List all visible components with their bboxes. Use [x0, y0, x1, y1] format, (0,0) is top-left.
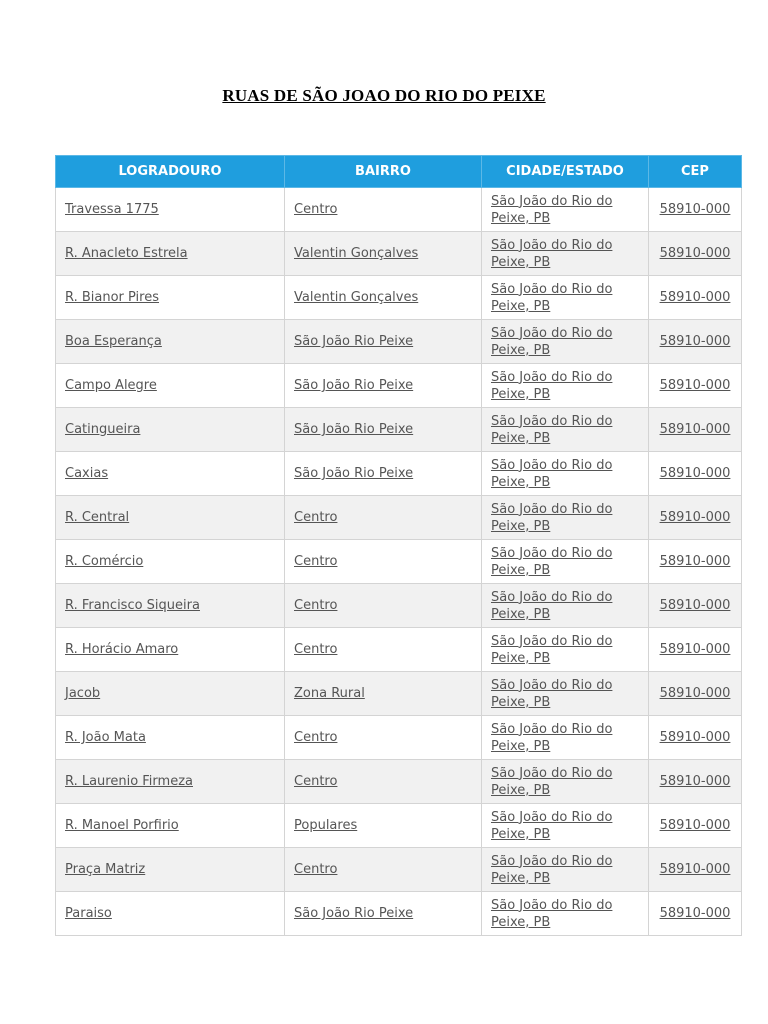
- table-row: [56, 540, 742, 584]
- bairro-link[interactable]: São João Rio Peixe: [294, 334, 414, 349]
- cidade-estado-link[interactable]: [491, 634, 612, 666]
- cidade-estado-link[interactable]: [491, 414, 612, 446]
- column-header-logradouro: LOGRADOURO: [56, 156, 285, 188]
- column-header-bairro: BAIRRO: [285, 156, 482, 188]
- bairro-link[interactable]: São João Rio Peixe: [294, 466, 414, 481]
- cidade-line-2: Peixe, PB: [491, 210, 551, 226]
- logradouro-cell: [56, 584, 285, 628]
- cidade-estado-cell: [482, 672, 649, 716]
- bairro-link[interactable]: São João Rio Peixe: [294, 906, 414, 921]
- cidade-estado-link[interactable]: [491, 546, 612, 578]
- logradouro-cell: [56, 496, 285, 540]
- cidade-estado-cell: [482, 716, 649, 760]
- logradouro-cell: [56, 848, 285, 892]
- bairro-link[interactable]: São João Rio Peixe: [294, 378, 414, 393]
- bairro-cell: [285, 804, 482, 848]
- cidade-estado-cell: [482, 540, 649, 584]
- cep-cell: [649, 892, 742, 936]
- column-header-cidade-estado: CIDADE/ESTADO: [482, 156, 649, 188]
- logradouro-link[interactable]: Jacob: [65, 686, 101, 701]
- table-row: [56, 892, 742, 936]
- cidade-line-1: São João do Rio do: [491, 765, 613, 781]
- bairro-cell: [285, 408, 482, 452]
- cidade-line-2: Peixe, PB: [491, 694, 551, 710]
- bairro-link[interactable]: Centro: [294, 730, 338, 745]
- cep-cell: [649, 276, 742, 320]
- bairro-cell: [285, 892, 482, 936]
- cep-link[interactable]: 58910-000: [659, 334, 731, 349]
- cidade-line-1: São João do Rio do: [491, 325, 613, 341]
- cidade-estado-cell: [482, 276, 649, 320]
- cep-link[interactable]: 58910-000: [659, 730, 731, 745]
- cep-link[interactable]: 58910-000: [659, 774, 731, 789]
- cidade-line-2: Peixe, PB: [491, 342, 551, 358]
- bairro-link[interactable]: Centro: [294, 554, 338, 569]
- cidade-estado-cell: [482, 364, 649, 408]
- cep-cell: [649, 716, 742, 760]
- cidade-estado-link[interactable]: [491, 194, 612, 226]
- bairro-cell: [285, 188, 482, 232]
- cep-cell: [649, 760, 742, 804]
- cep-cell: [649, 672, 742, 716]
- logradouro-cell: [56, 320, 285, 364]
- cidade-line-1: São João do Rio do: [491, 897, 613, 913]
- cidade-line-2: Peixe, PB: [491, 518, 551, 534]
- cidade-estado-cell: [482, 496, 649, 540]
- cidade-estado-cell: [482, 892, 649, 936]
- cidade-estado-link[interactable]: [491, 502, 612, 534]
- cidade-line-2: Peixe, PB: [491, 782, 551, 798]
- cidade-estado-cell: [482, 804, 649, 848]
- cep-cell: [649, 848, 742, 892]
- cidade-estado-link[interactable]: [491, 810, 612, 842]
- logradouro-cell: [56, 540, 285, 584]
- cidade-estado-cell: [482, 760, 649, 804]
- cep-cell: [649, 804, 742, 848]
- logradouro-cell: [56, 760, 285, 804]
- logradouro-link[interactable]: R. Comércio: [65, 554, 144, 569]
- cep-cell: [649, 628, 742, 672]
- cidade-estado-link[interactable]: [491, 282, 612, 314]
- logradouro-link[interactable]: Caxias: [65, 466, 109, 481]
- cidade-line-2: Peixe, PB: [491, 738, 551, 754]
- logradouro-link[interactable]: R. João Mata: [65, 730, 146, 745]
- cep-link[interactable]: 58910-000: [659, 510, 731, 525]
- cidade-line-1: São João do Rio do: [491, 633, 613, 649]
- cidade-estado-link[interactable]: [491, 590, 612, 622]
- table-row: [56, 188, 742, 232]
- cep-cell: [649, 540, 742, 584]
- logradouro-link[interactable]: R. Central: [65, 510, 130, 525]
- table-row: [56, 716, 742, 760]
- cidade-estado-link[interactable]: [491, 722, 612, 754]
- column-header-cep: CEP: [649, 156, 742, 188]
- cidade-line-2: Peixe, PB: [491, 650, 551, 666]
- cep-cell: [649, 320, 742, 364]
- cidade-line-2: Peixe, PB: [491, 430, 551, 446]
- cep-link[interactable]: 58910-000: [659, 290, 731, 305]
- cidade-line-1: São João do Rio do: [491, 853, 613, 869]
- table-row: [56, 760, 742, 804]
- cidade-line-2: Peixe, PB: [491, 474, 551, 490]
- bairro-link[interactable]: Valentin Gonçalves: [294, 246, 419, 261]
- cep-cell: [649, 188, 742, 232]
- logradouro-link[interactable]: Campo Alegre: [65, 378, 157, 393]
- cidade-estado-link[interactable]: [491, 898, 612, 930]
- bairro-cell: [285, 848, 482, 892]
- cidade-line-1: São João do Rio do: [491, 677, 613, 693]
- bairro-link[interactable]: Centro: [294, 774, 338, 789]
- cidade-line-1: São João do Rio do: [491, 545, 613, 561]
- table-row: [56, 276, 742, 320]
- table-row: [56, 452, 742, 496]
- cep-link[interactable]: 58910-000: [659, 466, 731, 481]
- logradouro-cell: [56, 232, 285, 276]
- bairro-link[interactable]: Centro: [294, 642, 338, 657]
- table-row: [56, 364, 742, 408]
- bairro-cell: [285, 276, 482, 320]
- bairro-cell: [285, 364, 482, 408]
- bairro-link[interactable]: São João Rio Peixe: [294, 422, 414, 437]
- table-body: [56, 188, 742, 936]
- cep-link[interactable]: 58910-000: [659, 642, 731, 657]
- bairro-cell: [285, 540, 482, 584]
- cidade-estado-cell: [482, 628, 649, 672]
- cidade-line-1: São João do Rio do: [491, 501, 613, 517]
- cidade-estado-link[interactable]: [491, 458, 612, 490]
- cep-cell: [649, 232, 742, 276]
- cep-cell: [649, 496, 742, 540]
- cep-link[interactable]: 58910-000: [659, 906, 731, 921]
- logradouro-cell: [56, 364, 285, 408]
- bairro-link[interactable]: Zona Rural: [294, 686, 365, 701]
- cep-link[interactable]: 58910-000: [659, 378, 731, 393]
- logradouro-link[interactable]: R. Anacleto Estrela: [65, 246, 188, 261]
- streets-table: [55, 155, 742, 936]
- bairro-link[interactable]: Centro: [294, 598, 338, 613]
- page-title: RUAS DE SÃO JOAO DO RIO DO PEIXE: [222, 86, 546, 105]
- bairro-cell: [285, 320, 482, 364]
- logradouro-link[interactable]: Praça Matriz: [65, 862, 146, 877]
- cidade-estado-cell: [482, 848, 649, 892]
- table-row: [56, 672, 742, 716]
- table-row: [56, 320, 742, 364]
- logradouro-cell: [56, 452, 285, 496]
- cidade-estado-cell: [482, 188, 649, 232]
- bairro-cell: [285, 628, 482, 672]
- table-row: [56, 408, 742, 452]
- cidade-estado-link[interactable]: [491, 238, 612, 270]
- bairro-link[interactable]: Valentin Gonçalves: [294, 290, 419, 305]
- table-row: [56, 496, 742, 540]
- cidade-line-2: Peixe, PB: [491, 914, 551, 930]
- cidade-line-2: Peixe, PB: [491, 386, 551, 402]
- logradouro-cell: [56, 804, 285, 848]
- cidade-estado-link[interactable]: [491, 326, 612, 358]
- cidade-line-2: Peixe, PB: [491, 254, 551, 270]
- logradouro-link[interactable]: Travessa 1775: [65, 202, 159, 217]
- cep-link[interactable]: 58910-000: [659, 818, 731, 833]
- cep-cell: [649, 584, 742, 628]
- cidade-line-1: São João do Rio do: [491, 281, 613, 297]
- bairro-cell: [285, 672, 482, 716]
- cidade-line-1: São João do Rio do: [491, 589, 613, 605]
- bairro-cell: [285, 716, 482, 760]
- bairro-cell: [285, 760, 482, 804]
- logradouro-link[interactable]: R. Horácio Amaro: [65, 642, 179, 657]
- bairro-link[interactable]: Populares: [294, 818, 358, 833]
- cep-link[interactable]: 58910-000: [659, 422, 731, 437]
- table-row: [56, 232, 742, 276]
- table-row: [56, 804, 742, 848]
- logradouro-link[interactable]: R. Manoel Porfirio: [65, 818, 179, 833]
- bairro-link[interactable]: Centro: [294, 510, 338, 525]
- logradouro-link[interactable]: Boa Esperança: [65, 334, 162, 349]
- cidade-estado-link[interactable]: [491, 766, 612, 798]
- cidade-estado-link[interactable]: [491, 370, 612, 402]
- cep-link[interactable]: 58910-000: [659, 598, 731, 613]
- cidade-line-2: Peixe, PB: [491, 870, 551, 886]
- cidade-line-1: São João do Rio do: [491, 413, 613, 429]
- cidade-estado-cell: [482, 408, 649, 452]
- cidade-line-2: Peixe, PB: [491, 606, 551, 622]
- cidade-line-1: São João do Rio do: [491, 193, 613, 209]
- logradouro-cell: [56, 276, 285, 320]
- cidade-line-2: Peixe, PB: [491, 298, 551, 314]
- bairro-cell: [285, 584, 482, 628]
- cep-cell: [649, 408, 742, 452]
- cep-link[interactable]: 58910-000: [659, 686, 731, 701]
- logradouro-link[interactable]: Catingueira: [65, 422, 141, 437]
- cidade-estado-cell: [482, 232, 649, 276]
- cidade-estado-cell: [482, 452, 649, 496]
- logradouro-cell: [56, 628, 285, 672]
- cep-cell: [649, 452, 742, 496]
- logradouro-link[interactable]: R. Francisco Siqueira: [65, 598, 200, 613]
- cidade-estado-link[interactable]: [491, 854, 612, 886]
- cep-link[interactable]: 58910-000: [659, 246, 731, 261]
- cidade-line-2: Peixe, PB: [491, 826, 551, 842]
- table-row: [56, 848, 742, 892]
- cidade-line-1: São João do Rio do: [491, 809, 613, 825]
- bairro-cell: [285, 496, 482, 540]
- cidade-estado-cell: [482, 584, 649, 628]
- logradouro-cell: [56, 672, 285, 716]
- bairro-link[interactable]: Centro: [294, 862, 338, 877]
- cidade-estado-link[interactable]: [491, 678, 612, 710]
- cidade-line-1: São João do Rio do: [491, 369, 613, 385]
- cidade-line-1: São João do Rio do: [491, 721, 613, 737]
- logradouro-link[interactable]: R. Bianor Pires: [65, 290, 159, 305]
- logradouro-cell: [56, 716, 285, 760]
- logradouro-link[interactable]: Paraiso: [65, 906, 112, 921]
- cidade-estado-cell: [482, 320, 649, 364]
- table-row: [56, 584, 742, 628]
- logradouro-link[interactable]: R. Laurenio Firmeza: [65, 774, 193, 789]
- logradouro-cell: [56, 408, 285, 452]
- cidade-line-1: São João do Rio do: [491, 237, 613, 253]
- cep-link[interactable]: 58910-000: [659, 554, 731, 569]
- bairro-cell: [285, 452, 482, 496]
- table-header: [56, 156, 742, 188]
- logradouro-cell: [56, 188, 285, 232]
- bairro-cell: [285, 232, 482, 276]
- header-row: [56, 156, 742, 188]
- cidade-line-1: São João do Rio do: [491, 457, 613, 473]
- table-row: [56, 628, 742, 672]
- logradouro-cell: [56, 892, 285, 936]
- bairro-link[interactable]: Centro: [294, 202, 338, 217]
- cep-link[interactable]: 58910-000: [659, 862, 731, 877]
- cidade-line-2: Peixe, PB: [491, 562, 551, 578]
- cep-cell: [649, 364, 742, 408]
- cep-link[interactable]: 58910-000: [659, 202, 731, 217]
